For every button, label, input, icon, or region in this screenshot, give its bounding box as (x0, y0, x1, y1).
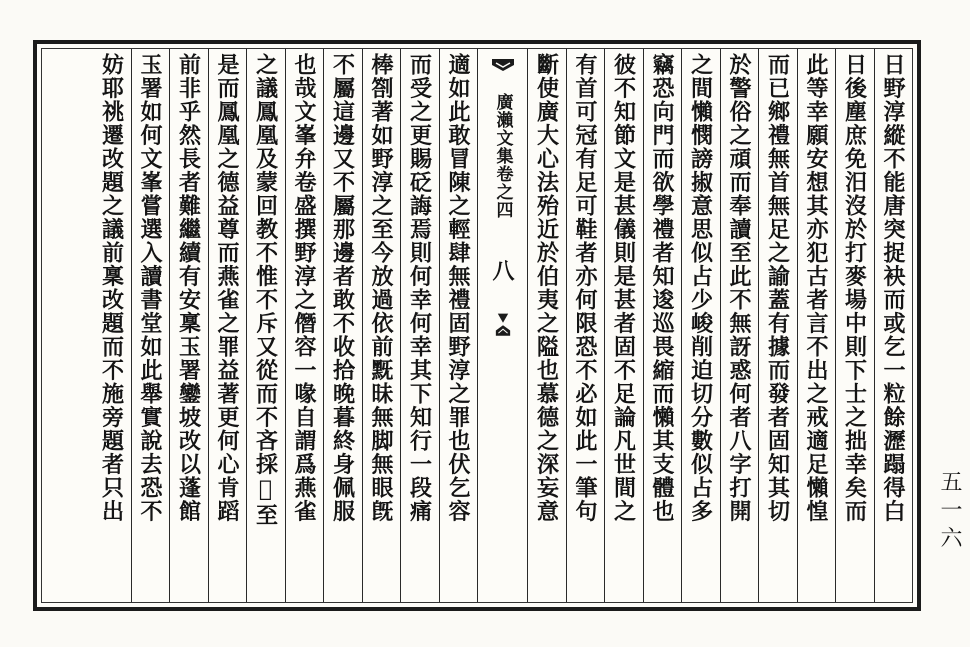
text-column-l4: 不屬這邊又不屬那邊者敢不收拾晚暮終身佩服 (323, 49, 362, 602)
text-column-r7: 竊恐向門而欲學禮者知逡巡畏縮而懶其支體也 (643, 49, 682, 602)
text-column-l3: 棒劄著如野淳之至今放過依前黖昧無脚無眼旣 (362, 49, 401, 602)
text-column-l10: 妨耶祧遷改題之議前稟改題而不施旁題者只出 (98, 53, 125, 523)
fish-tail-mark-bottom-icon (490, 311, 516, 337)
book-title: 廣瀨文集卷之四 (492, 93, 513, 219)
page-number: 五一六 (937, 470, 962, 554)
text-column-r10: 斷使廣大心法殆近於伯夷之隘也慕德之深妄意 (527, 49, 566, 602)
text-block (41, 48, 913, 603)
text-column-r8: 彼不知節文是甚儀則是甚者固不足論凡世間之 (604, 49, 643, 602)
fish-tail-mark-icon (490, 57, 516, 83)
text-column-l9: 玉署如何文峯嘗選入讀書堂如此舉實說去恐不 (131, 49, 170, 602)
text-column-l8: 前非乎然長者難繼續有安稟玉署鑾坡改以蓬館 (169, 49, 208, 602)
text-column-r5: 於警俗之頑而奉讀至此不無訝惑何者八字打開 (720, 49, 759, 602)
text-column-r9: 有首可冠有足可鞋者亦何限恐不必如此一筆句 (566, 49, 605, 602)
text-column-r1: 日野淳縱不能唐突捉袂而或乞一粒餘瀝蹋得白 (874, 49, 913, 602)
text-column-r3: 此等幸願安想其亦犯古者言不出之戒適足懶惶 (797, 49, 836, 602)
center-fold (477, 49, 527, 602)
text-column-l1: 適如此敢冒陳之輕肆無禮固野淳之罪也伏乞容 (439, 49, 478, 602)
text-column-l6: 之議鳳凰及蒙回教不惟不斥又從而不吝採𢾗至 (246, 49, 285, 602)
text-column-r4: 而已鄉禮無首無足之諭蓋有據而發者固知其切 (758, 49, 797, 602)
page-frame (33, 40, 921, 611)
text-column-l7: 是而鳳凰之德益尊而燕雀之罪益著更何心肯蹈 (208, 49, 247, 602)
folio-number: 八 (489, 259, 515, 281)
text-column-l5: 也哉文峯弁卷盛撰野淳之僭容一喙自謂爲燕雀 (285, 49, 324, 602)
text-column-l2: 而受之更賜砭誨焉則何幸何幸其下知行一段痛 (400, 49, 439, 602)
text-column-r6: 之間懶憫謗掓意思似占少峻削迫切分數似占多 (681, 49, 720, 602)
text-column-r2: 日後塵庶免汨沒於打麥場中則下士之拙幸矣而 (835, 49, 874, 602)
